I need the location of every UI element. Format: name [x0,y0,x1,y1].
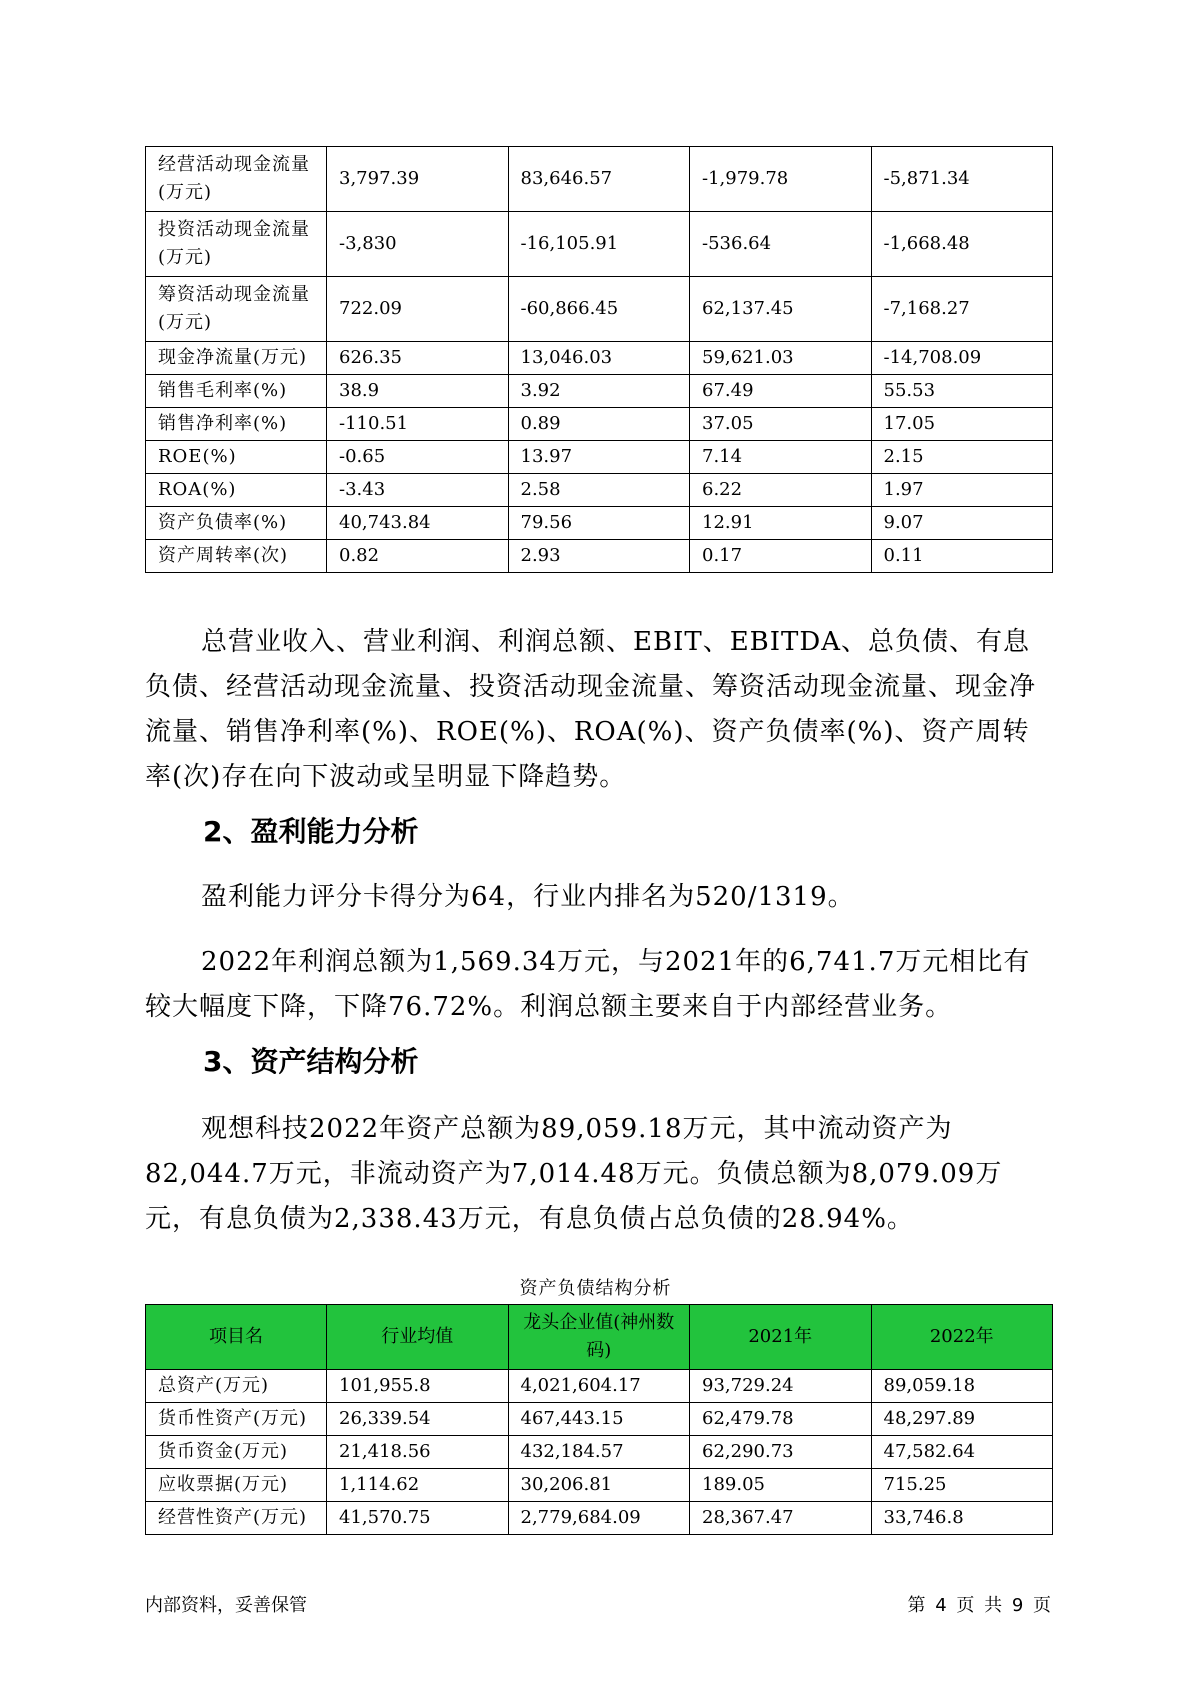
cell-value: 48,297.89 [871,1403,1053,1436]
section-heading-asset-structure: 3、资产结构分析 [203,1045,419,1078]
cell-value: -1,979.78 [690,147,872,212]
profit-total-text: 2022年利润总额为1,569.34万元，与2021年的6,741.7万元相比有较大幅度下降，下降76.72%。利润总额主要来自于内部经营业务。 [145,947,1031,1022]
cell-value: 3.92 [508,375,690,408]
cell-value: 17.05 [871,408,1053,441]
column-header: 行业均值 [327,1305,509,1370]
cell-value: 12.91 [690,507,872,540]
cell-value: -5,871.34 [871,147,1053,212]
cell-value: 26,339.54 [327,1403,509,1436]
table-row [146,342,1053,375]
table-row [146,1469,1053,1502]
row-label: 销售毛利率(%) [146,375,327,408]
cell-value: 0.89 [508,408,690,441]
table-row [146,1502,1053,1535]
table-row [146,147,1053,212]
asset-structure-text: 观想科技2022年资产总额为89,059.18万元，其中流动资产为82,044.7万元，非流动资产为7,014.48万元。负债总额为8,079.09万元，有息负债为2,338.43万元，有息负债占总负债的28.94%。 [145,1114,1003,1234]
profitability-score-text: 盈利能力评分卡得分为64，行业内排名为520/1319。 [201,882,855,912]
cell-value: 89,059.18 [871,1370,1053,1403]
cell-value: 1.97 [871,474,1053,507]
row-label: 货币资金(万元) [146,1436,327,1469]
row-label: 资产周转率(次) [146,540,327,573]
table-row [146,441,1053,474]
trend-summary-text: 总营业收入、营业利润、利润总额、EBIT、EBITDA、总负债、有息负债、经营活动现金流量、投资活动现金流量、筹资活动现金流量、现金净流量、销售净利率(%)、ROE(%)、ROA(%)、资产负债率(%)、资产周转率(次)存在向下波动或呈明显下降趋势。 [145,627,1037,792]
cell-value: 715.25 [871,1469,1053,1502]
trend-summary-paragraph [145,620,1055,800]
table-row [146,1436,1053,1469]
table-row [146,212,1053,277]
table-row [146,474,1053,507]
cell-value: -110.51 [327,408,509,441]
cell-value: 33,746.8 [871,1502,1053,1535]
footer-confidential-note: 内部资料，妥善保管 [145,1595,307,1616]
cell-value: 55.53 [871,375,1053,408]
column-header: 项目名 [146,1305,327,1370]
cell-value: 2.58 [508,474,690,507]
cell-value: 93,729.24 [690,1370,872,1403]
cell-value: 4,021,604.17 [508,1370,690,1403]
column-header: 龙头企业值(神州数码) [508,1305,690,1370]
table-row [146,1370,1053,1403]
cell-value: 0.17 [690,540,872,573]
table-row [146,375,1053,408]
cell-value: -14,708.09 [871,342,1053,375]
cell-value: 37.05 [690,408,872,441]
cell-value: 0.11 [871,540,1053,573]
cell-value: 62,290.73 [690,1436,872,1469]
column-header: 2021年 [690,1305,872,1370]
cell-value: 41,570.75 [327,1502,509,1535]
asset-liability-table [145,1304,1053,1535]
cell-value: 467,443.15 [508,1403,690,1436]
profitability-score-paragraph [145,875,1055,920]
table-row [146,408,1053,441]
cell-value: 7.14 [690,441,872,474]
cell-value: 62,137.45 [690,277,872,342]
row-label: ROA(%) [146,474,327,507]
cell-value: 6.22 [690,474,872,507]
cell-value: 21,418.56 [327,1436,509,1469]
footer-page-number: 第 4 页 共 9 页 [907,1595,1051,1616]
cell-value: 1,114.62 [327,1469,509,1502]
section-heading-profitability: 2、盈利能力分析 [203,815,419,848]
financial-indicators-table [145,146,1053,573]
row-label: 资产负债率(%) [146,507,327,540]
cell-value: 189.05 [690,1469,872,1502]
cell-value: -60,866.45 [508,277,690,342]
row-label: 现金净流量(万元) [146,342,327,375]
cell-value: 40,743.84 [327,507,509,540]
cell-value: 79.56 [508,507,690,540]
row-label: 应收票据(万元) [146,1469,327,1502]
row-label: 销售净利率(%) [146,408,327,441]
cell-value: 432,184.57 [508,1436,690,1469]
cell-value: -16,105.91 [508,212,690,277]
table-row [146,277,1053,342]
cell-value: 67.49 [690,375,872,408]
table-row [146,507,1053,540]
table-row [146,540,1053,573]
table-caption: 资产负债结构分析 [519,1278,672,1299]
cell-value: -3,830 [327,212,509,277]
cell-value: 13,046.03 [508,342,690,375]
cell-value: 626.35 [327,342,509,375]
row-label: 筹资活动现金流量(万元) [146,277,327,342]
table-header-row [146,1305,1053,1370]
row-label: 总资产(万元) [146,1370,327,1403]
row-label: 投资活动现金流量(万元) [146,212,327,277]
cell-value: 28,367.47 [690,1502,872,1535]
cell-value: 0.82 [327,540,509,573]
profit-total-paragraph [145,940,1055,1030]
cell-value: 83,646.57 [508,147,690,212]
column-header: 2022年 [871,1305,1053,1370]
cell-value: 3,797.39 [327,147,509,212]
cell-value: -0.65 [327,441,509,474]
cell-value: 101,955.8 [327,1370,509,1403]
cell-value: -3.43 [327,474,509,507]
cell-value: 47,582.64 [871,1436,1053,1469]
cell-value: 9.07 [871,507,1053,540]
cell-value: 2.15 [871,441,1053,474]
cell-value: 30,206.81 [508,1469,690,1502]
cell-value: 2,779,684.09 [508,1502,690,1535]
cell-value: -7,168.27 [871,277,1053,342]
cell-value: 13.97 [508,441,690,474]
cell-value: 722.09 [327,277,509,342]
row-label: 经营性资产(万元) [146,1502,327,1535]
cell-value: -1,668.48 [871,212,1053,277]
table-row [146,1403,1053,1436]
cell-value: 59,621.03 [690,342,872,375]
row-label: 经营活动现金流量(万元) [146,147,327,212]
row-label: ROE(%) [146,441,327,474]
cell-value: 38.9 [327,375,509,408]
row-label: 货币性资产(万元) [146,1403,327,1436]
cell-value: 2.93 [508,540,690,573]
asset-structure-paragraph [145,1107,1055,1242]
cell-value: -536.64 [690,212,872,277]
cell-value: 62,479.78 [690,1403,872,1436]
